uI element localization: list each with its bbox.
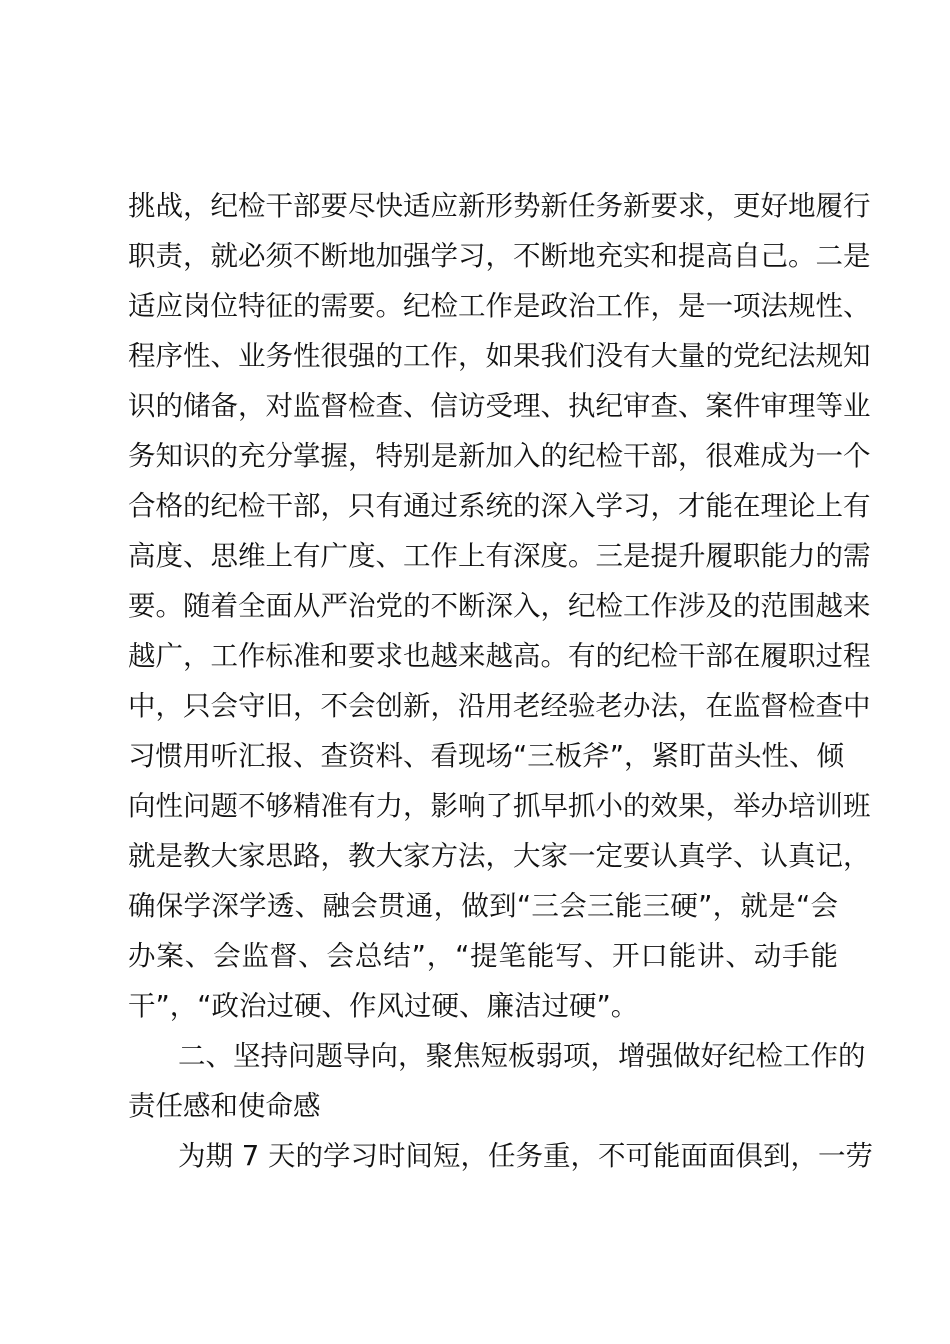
paragraph-line: 程序性、业务性很强的工作，如果我们没有大量的党纪法规知 bbox=[128, 340, 871, 372]
document-body bbox=[128, 181, 873, 1181]
paragraph-line: 干”，“政治过硬、作风过硬、廉洁过硬”。 bbox=[128, 990, 639, 1022]
paragraph-line: 越广，工作标准和要求也越来越高。有的纪检干部在履职过程 bbox=[128, 640, 871, 672]
paragraph-line: 向性问题不够精准有力，影响了抓早抓小的效果，举办培训班 bbox=[128, 790, 871, 822]
paragraph-line: 要。随着全面从严治党的不断深入，纪检工作涉及的范围越来 bbox=[128, 590, 871, 622]
paragraph-line: 挑战，纪检干部要尽快适应新形势新任务新要求，更好地履行 bbox=[128, 190, 871, 222]
paragraph-line: 合格的纪检干部，只有通过系统的深入学习，才能在理论上有 bbox=[128, 490, 871, 522]
paragraph-line: 确保学深学透、融会贯通，做到“三会三能三硬”，就是“会 bbox=[128, 890, 838, 922]
paragraph-line: 就是教大家思路，教大家方法，大家一定要认真学、认真记， bbox=[128, 840, 871, 872]
paragraph-line: 高度、思维上有广度、工作上有深度。三是提升履职能力的需 bbox=[128, 540, 871, 572]
paragraph-line: 中，只会守旧，不会创新，沿用老经验老办法，在监督检查中 bbox=[128, 690, 871, 722]
paragraph-line: 为期 7 天的学习时间短，任务重，不可能面面俱到，一劳 bbox=[178, 1140, 873, 1172]
paragraph-line: 适应岗位特征的需要。纪检工作是政治工作，是一项法规性、 bbox=[128, 290, 871, 322]
section-heading: 二、坚持问题导向，聚焦短板弱项，增强做好纪检工作的 bbox=[178, 1040, 866, 1072]
section-heading-continuation: 责任感和使命感 bbox=[128, 1090, 321, 1122]
paragraph-line: 职责，就必须不断地加强学习，不断地充实和提高自己。二是 bbox=[128, 240, 871, 272]
paragraph-line: 识的储备，对监督检查、信访受理、执纪审查、案件审理等业 bbox=[128, 390, 871, 422]
paragraph-line: 办案、会监督、会总结”，“提笔能写、开口能讲、动手能 bbox=[128, 940, 838, 972]
paragraph-line: 习惯用听汇报、查资料、看现场“三板斧”，紧盯苗头性、倾 bbox=[128, 740, 844, 772]
paragraph-line: 务知识的充分掌握，特别是新加入的纪检干部，很难成为一个 bbox=[128, 440, 871, 472]
